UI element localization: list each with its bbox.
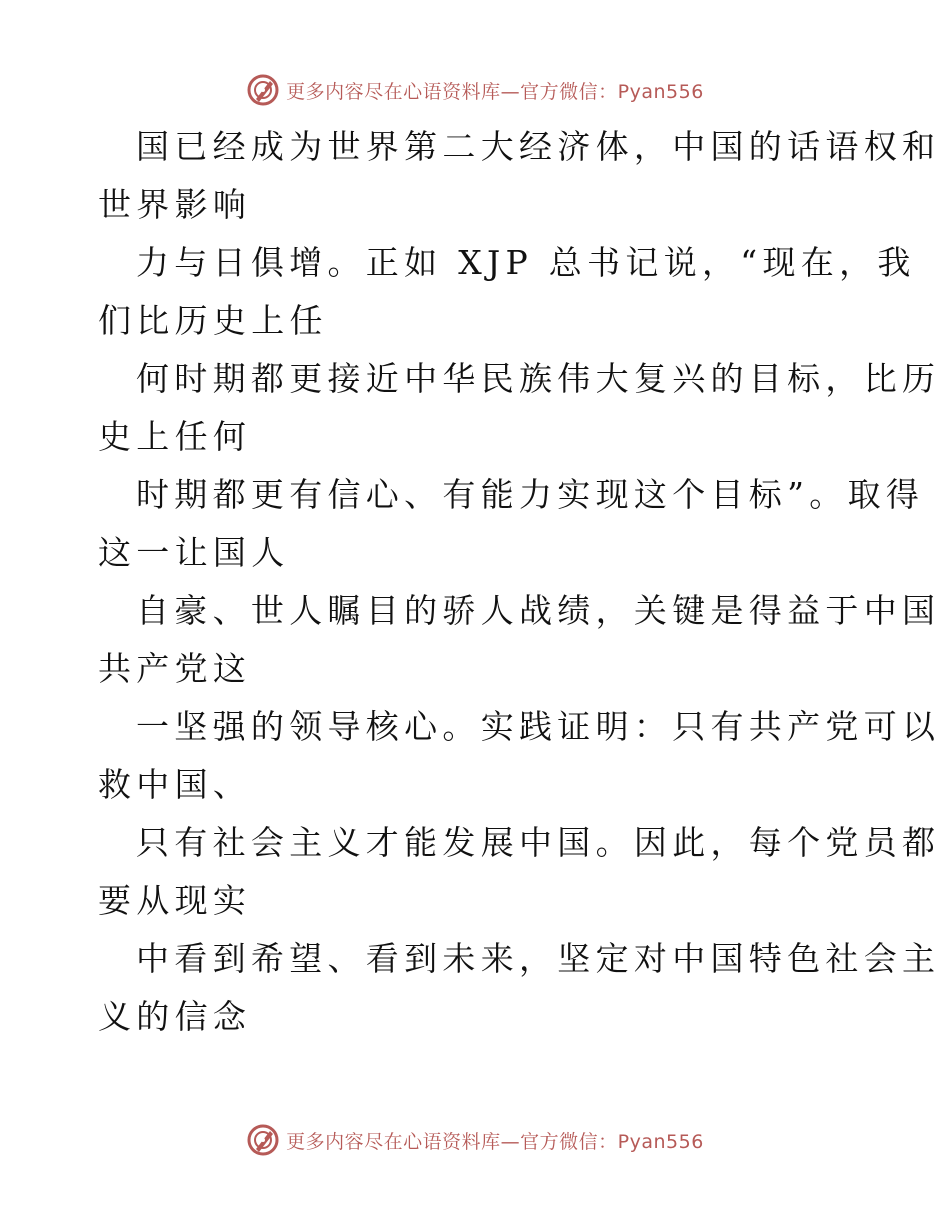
footer-watermark: [0, 1120, 950, 1160]
body-line: 共产党这: [98, 649, 252, 688]
body-line: 要从现实: [98, 881, 252, 920]
body-line: 国已经成为世界第二大经济体，中国的话语权和: [136, 127, 941, 166]
header-watermark-text: 更多内容尽在心语资料库—官方微信：Pyan556: [286, 80, 704, 103]
body-line: 时期都更有信心、有能力实现这个目标”。取得: [136, 475, 925, 514]
body-line: 救中国、: [98, 765, 252, 804]
body-line: 们比历史上任: [98, 301, 328, 340]
body-line: 史上任何: [98, 417, 252, 456]
body-line: 只有社会主义才能发展中国。因此，每个党员都: [136, 823, 941, 862]
document-body: [98, 118, 941, 1046]
body-line: 中看到希望、看到未来，坚定对中国特色社会主: [136, 939, 941, 978]
header-watermark: [0, 70, 950, 110]
body-line: 世界影响: [98, 185, 252, 224]
body-line: 一坚强的领导核心。实践证明：只有共产党可以: [136, 707, 941, 746]
pen-nib-logo-icon: [246, 73, 280, 107]
pen-nib-logo-icon: [246, 1123, 280, 1157]
body-line: 力与日俱增。正如 XJP 总书记说，“现在，我: [136, 243, 916, 282]
footer-watermark-text: 更多内容尽在心语资料库—官方微信：Pyan556: [286, 1130, 704, 1153]
body-line: 义的信念: [98, 997, 252, 1036]
body-line: 何时期都更接近中华民族伟大复兴的目标，比历: [136, 359, 941, 398]
body-line: 这一让国人: [98, 533, 290, 572]
body-line: 自豪、世人瞩目的骄人战绩，关键是得益于中国: [136, 591, 941, 630]
